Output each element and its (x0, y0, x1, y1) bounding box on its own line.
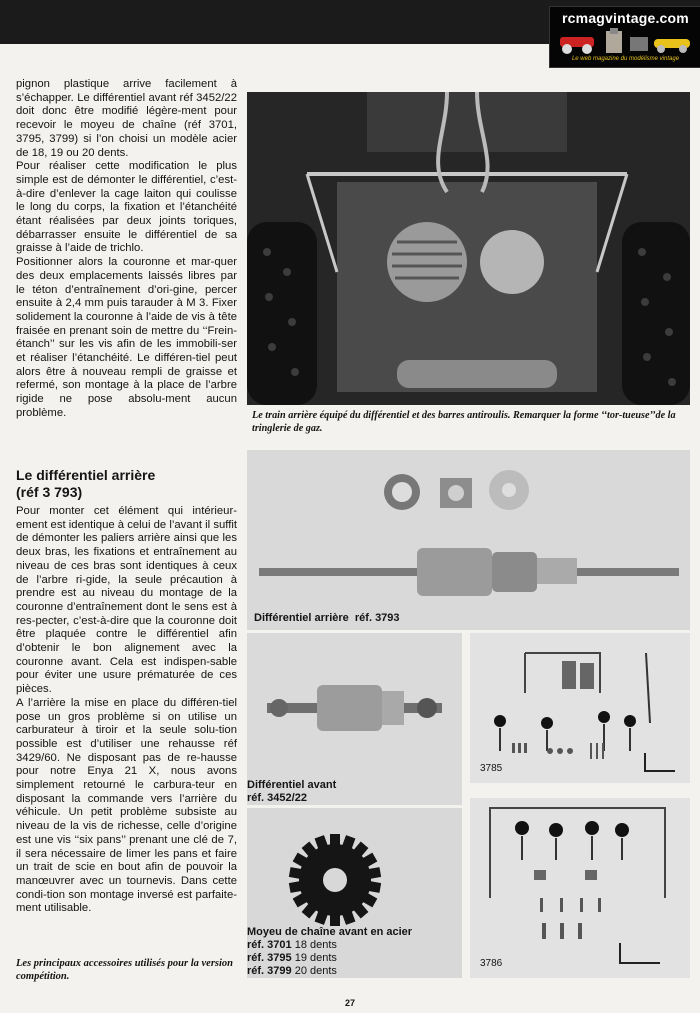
kit-3786-label: 3786 (480, 958, 503, 969)
page-number: 27 (344, 998, 355, 1008)
article-column-2 (16, 505, 237, 916)
front-diff-name: Différentiel avant (247, 779, 337, 791)
logo-cars-icon (558, 27, 693, 55)
kit-3785-label: 3785 (480, 763, 503, 774)
paragraph: Pour monter cet élément qui intérieur-ement est identique à celui de l’avant il suffit de démonter les paliers arrière ainsi que les deux bras, les fixations et entraînement au niveau de ces bras sont identiques à ceux de l’arbre ri-gide, la seule précaution à prendre est au niveau du montage de la couronne d’entraînement dont le sens est à res-pecter, c’est-à-dire que la couronne doit être plaquée contre le différentiel afin d’obtenir le bon alignement avec la couronne avant. Cela est indispen-sable pour éviter une usure prématurée de ces pièces. (16, 505, 237, 696)
sprocket-ref: réf. 3701 (247, 939, 292, 951)
paragraph: A l’arrière la mise en place du différen-tiel pose un gros problème si on utilise un carburateur à tiroir et la seule solu-tion possible est d’utiliser une rehausse réf 3429/60. Ne disposant pas de re-hausse pour notre Enya 21 X, nous avons simplement retourné le carbura-teur en disposant la commande vers l’arrière du véhicule. Un petit problème subsiste au niveau de la vis de richesse, celle d’origine est une vis ‘‘six pans’’ prenant une clé de 7, il sera nécessaire de limer les pans et faire un trait de scie en bout afin de pouvoir la manœuvrer avec un tournevis. Dans cette condi-tion son montage inversé est parfaite-ment utilisable. (16, 696, 237, 915)
sprocket-teeth: 18 dents (294, 939, 337, 951)
kit-3785-photo (470, 633, 690, 783)
sprocket-label (247, 926, 467, 978)
section-heading (16, 467, 238, 501)
kit-3786-photo (470, 798, 690, 978)
paragraph: pignon plastique arrive facilement à s’échapper. Le différentiel avant réf 3452/22 doit donc être modifié légère-ment pour recevoir le moyeu de chaîne (réf 3701, 3795, 3799) si l’on choisi un modèle acier de 18, 19 ou 20 dents. (16, 78, 237, 159)
sprocket-ref-row (247, 965, 467, 978)
section-heading-line2: (réf 3 793) (16, 484, 83, 500)
sprocket-teeth: 20 dents (294, 965, 337, 977)
sprocket-ref-row (247, 952, 467, 965)
rear-train-photo (247, 92, 690, 405)
paragraph: Pour réaliser cette modification le plus simple est de démonter le différentiel, c’est-à-dire d’enlever la cage laiton qui coulisse le long du corps, la fixation et l’étanchéité étant réalisées par deux joints toriques, débarrasser ensuite le différentiel de sa graisse à l’aide de trichlo. (16, 160, 237, 255)
site-logo[interactable] (549, 6, 700, 68)
rear-train-caption: Le train arrière équipé du différentiel et des barres antiroulis. Remarquer la forme ‘‘tor-tueuse’’de la tringlerie de gaz. (252, 410, 676, 434)
rear-diff-ref: réf. 3793 (354, 612, 400, 624)
logo-title: rcmagvintage.com (562, 10, 689, 26)
sprocket-teeth: 19 dents (294, 952, 337, 964)
sprocket-ref: réf. 3795 (247, 952, 292, 964)
article-column-1 (16, 78, 237, 421)
rear-diff-label (254, 612, 400, 625)
logo-tagline: Le web magazine du modélisme vintage (571, 56, 680, 62)
front-diff-ref: réf. 3452/22 (247, 792, 307, 804)
sprocket-title: Moyeu de chaîne avant en acier (247, 926, 413, 938)
accessories-caption: Les principaux accessoires utilisés pour la version compétition. (16, 958, 234, 982)
sprocket-ref-row (247, 939, 467, 952)
rear-diff-photo (247, 450, 690, 630)
rear-diff-name: Différentiel arrière (254, 612, 349, 624)
section-heading-line1: Le différentiel arrière (16, 467, 156, 483)
front-diff-label (247, 779, 462, 805)
paragraph: Positionner alors la couronne et mar-quer des deux emplacements laissés libres par le téton d’entraînement d’ori-gine, percer ensuite à 2,4 mm puis tarauder à M 3. Fixer solidement la couronne à l’aide de vis à tête fraisée en prenant soin de mettre du ‘‘Frein-étanch’’ sur les vis afin de les immobili-ser et réaliser l’étanchéité. Le différen-tiel peut alors être à nouveau rempli de graisse et refermé, son montage à la place de l’arbre rigide ne pose absolu-ment aucun problème. (16, 256, 237, 419)
sprocket-ref: réf. 3799 (247, 965, 292, 977)
